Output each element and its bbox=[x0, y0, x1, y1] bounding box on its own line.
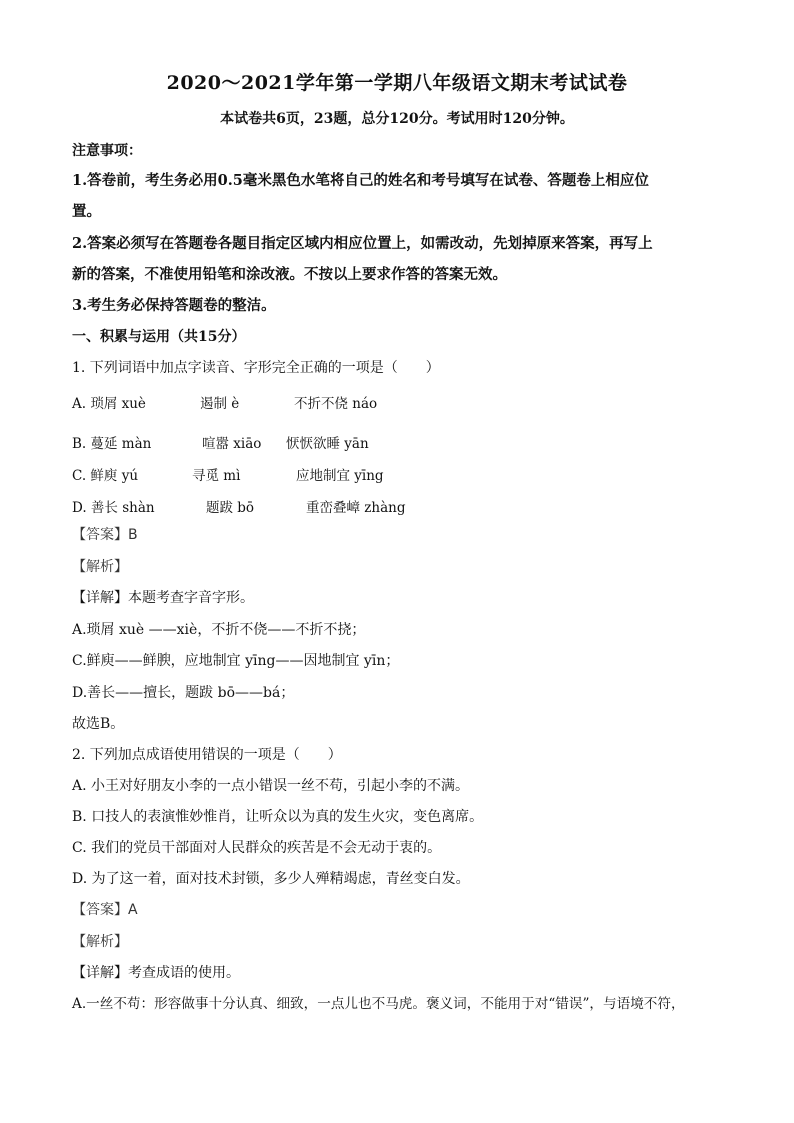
notice-item-2-line-2: 新的答案，不准使用铅笔和涂改液。不按以上要求作答的答案无效。 bbox=[72, 266, 507, 283]
q2-analysis-label: 【解析】 bbox=[72, 934, 128, 950]
notice-heading: 注意事项： bbox=[72, 143, 142, 159]
exam-subtitle: 本试卷共6页，23题，总分120分。考试用时120分钟。 bbox=[220, 111, 574, 127]
q1-option-d-word-3: 重峦叠嶂 zhàng bbox=[306, 500, 406, 516]
q2-option-b: B. 口技人的表演惟妙惟肖，让听众以为真的发生火灾，变色离席。 bbox=[72, 809, 484, 825]
q1-option-a-word-3: 不折不侥 náo bbox=[294, 396, 378, 412]
q1-detail: 【详解】本题考查字音字形。 bbox=[72, 590, 254, 606]
q1-option-c-word-1: C. 鲜庾 yú bbox=[72, 468, 139, 484]
notice-item-1-line-2: 置。 bbox=[72, 203, 101, 220]
q2-answer: 【答案】A bbox=[72, 902, 138, 918]
section-heading: 一、积累与运用（共15分） bbox=[72, 329, 246, 345]
notice-item-2-line-1: 2.答案必须写在答题卷各题目指定区域内相应位置上，如需改动，先划掉原来答案，再写上 bbox=[72, 235, 653, 252]
q1-option-a-word-2: 遏制 è bbox=[200, 396, 240, 412]
q1-option-c-word-3: 应地制宜 yīng bbox=[296, 468, 384, 484]
q1-conclusion: 故选B。 bbox=[72, 716, 125, 732]
question-2-stem: 2. 下列加点成语使用错误的一项是（ ） bbox=[72, 747, 342, 763]
q1-option-a-word-1: A. 琐屑 xuè bbox=[72, 396, 146, 412]
q1-analysis-label: 【解析】 bbox=[72, 559, 128, 575]
notice-item-3: 3.考生务必保持答题卷的整洁。 bbox=[72, 297, 276, 314]
page-title: 2020～2021学年第一学期八年级语文期末考试试卷 bbox=[166, 72, 628, 94]
q1-option-c-word-2: 寻觅 mì bbox=[192, 468, 241, 484]
q2-option-c: C. 我们的党员干部面对人民群众的疾苦是不会无动于衷的。 bbox=[72, 840, 442, 856]
q1-explanation-c: C.鲜庾——鲜腴，应地制宜 yīng——因地制宜 yīn； bbox=[72, 653, 400, 669]
notice-item-1-line-1: 1.答卷前，考生务必用0.5毫米黑色水笔将自己的姓名和考号填写在试卷、答题卷上相应位 bbox=[72, 172, 649, 189]
q1-option-b-word-1: B. 蔓延 màn bbox=[72, 436, 152, 452]
q1-option-b-word-2: 喧嚣 xiāo bbox=[202, 436, 262, 452]
question-1-stem: 1. 下列词语中加点字读音、字形完全正确的一项是（ ） bbox=[72, 360, 440, 376]
q2-option-a: A. 小王对好朋友小李的一点小错误一丝不苟，引起小李的不满。 bbox=[72, 778, 470, 794]
q1-option-b-word-3: 恹恹欲睡 yān bbox=[286, 436, 369, 452]
q1-explanation-a: A.琐屑 xuè ——xiè，不折不侥——不折不挠； bbox=[72, 622, 366, 638]
q1-option-d-word-1: D. 善长 shàn bbox=[72, 500, 155, 516]
q1-explanation-d: D.善长——擅长，题跋 bō——bá； bbox=[72, 685, 295, 701]
q1-option-d-word-2: 题跋 bō bbox=[206, 500, 255, 516]
q1-answer: 【答案】B bbox=[72, 527, 138, 543]
q2-detail: 【详解】考查成语的使用。 bbox=[72, 965, 240, 981]
q2-option-d: D. 为了这一着，面对技术封锁，多少人殚精竭虑，青丝变白发。 bbox=[72, 871, 470, 887]
q2-explanation-a: A.一丝不苟：形容做事十分认真、细致，一点儿也不马虎。褒义词，不能用于对“错误”，与语境不符， bbox=[72, 996, 685, 1012]
